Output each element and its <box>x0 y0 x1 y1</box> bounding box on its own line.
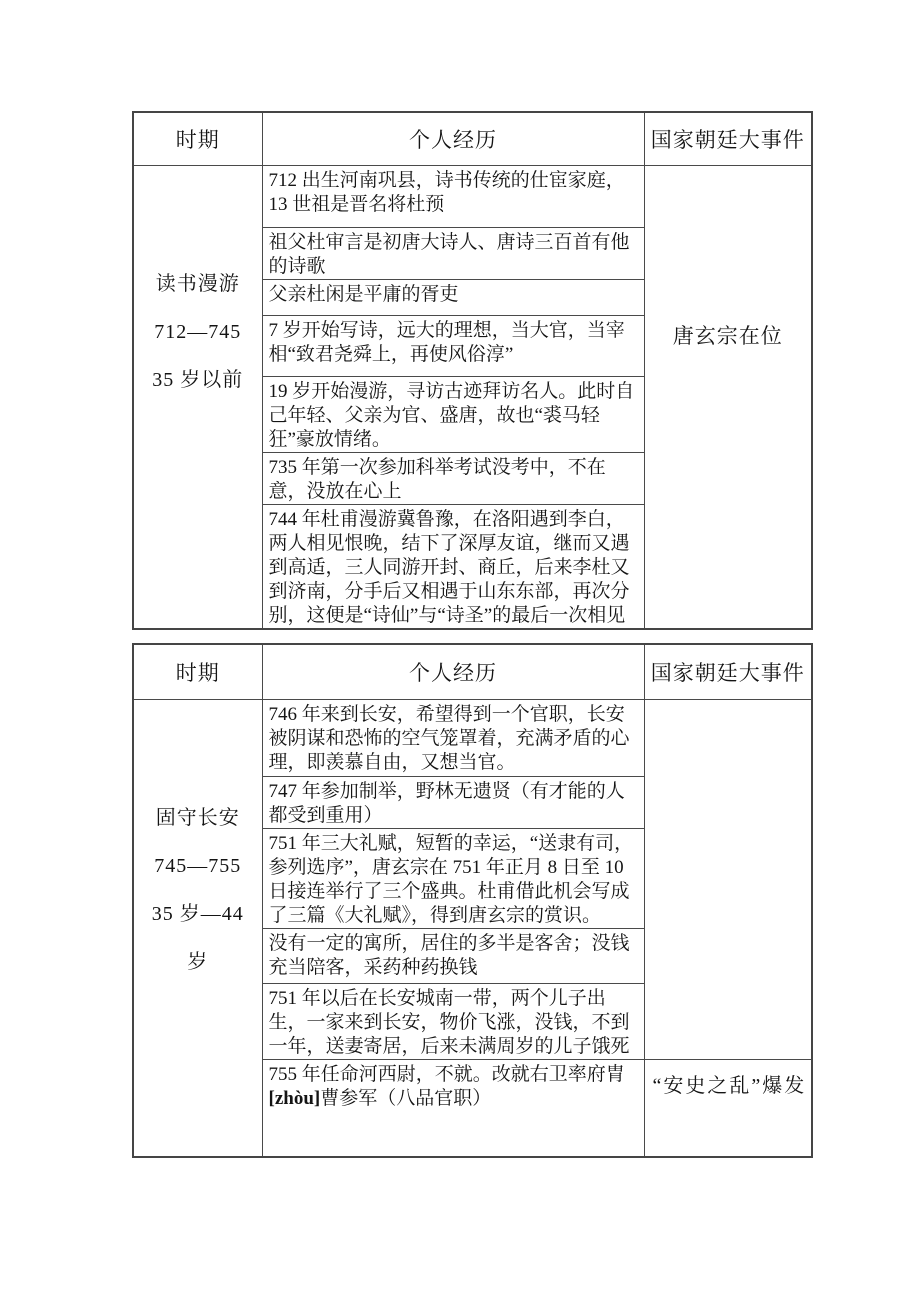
national-event-cell <box>644 1059 812 1157</box>
experience-text-post: 曹参军（八品官职） <box>320 1087 492 1109</box>
experience-cell: 751 年三大礼赋，短暂的幸运，“送隶有司，参列选序”，唐玄宗在 751 年正月 8 日至 10 日接连举行了三个盛典。杜甫借此机会写成了三篇《大礼赋》，得到唐玄宗的赏识。 <box>262 828 644 928</box>
table-row <box>133 165 812 227</box>
period-line: 745—755 <box>154 854 242 877</box>
header-period: 时期 <box>133 644 262 699</box>
experience-cell: 747 年参加制举，野林无遗贤（有才能的人都受到重用） <box>262 776 644 828</box>
period-cell <box>133 165 262 629</box>
period-line: 35 岁—44岁 <box>151 902 244 973</box>
period-stack <box>134 260 262 404</box>
experience-cell: 19 岁开始漫游，寻访古迹拜访名人。此时自己年轻、父亲为官、盛唐，故也“裘马轻狂”豪放情绪。 <box>262 376 644 452</box>
table-header-row <box>133 112 812 165</box>
period-line: 读书漫游 <box>155 272 240 295</box>
experience-text-pinyin: [zhòu] <box>268 1087 321 1109</box>
header-national-events: 国家朝廷大事件 <box>644 112 812 165</box>
experience-cell: 祖父杜审言是初唐大诗人、唐诗三百首有他的诗歌 <box>262 227 644 279</box>
experience-cell: 没有一定的寓所，居住的多半是客舍；没钱充当陪客，采药种药换钱 <box>262 928 644 983</box>
period-line: 35 岁以前 <box>152 368 244 391</box>
biography-table-1 <box>132 111 813 630</box>
experience-cell: 744 年杜甫漫游冀鲁豫，在洛阳遇到李白，两人相见恨晚，结下了深厚友谊，继而又遇到高适，三人同游开封、商丘，后来李杜又到济南，分手后又相遇于山东东部，再次分别，这便是“诗仙”与“诗圣”的最后一次相见 <box>262 504 644 629</box>
national-event-text: “安史之乱”爆发 <box>652 1074 807 1097</box>
period-line: 固守长安 <box>155 806 240 829</box>
experience-cell: 751 年以后在长安城南一带，两个儿子出生，一家来到长安，物价飞涨，没钱，不到一年，送妻寄居，后来未满周岁的儿子饿死 <box>262 983 644 1059</box>
national-event-cell <box>644 165 812 629</box>
period-cell <box>133 699 262 1157</box>
national-event-text: 唐玄宗在位 <box>672 323 783 348</box>
experience-cell: 735 年第一次参加科举考试没考中，不在意，没放在心上 <box>262 452 644 504</box>
header-personal-experience: 个人经历 <box>262 112 644 165</box>
experience-cell <box>262 1059 644 1157</box>
national-event-cell-empty <box>644 699 812 1059</box>
experience-cell: 父亲杜闲是平庸的胥吏 <box>262 279 644 315</box>
period-stack <box>134 794 262 986</box>
period-line: 712—745 <box>154 320 242 343</box>
header-period: 时期 <box>133 112 262 165</box>
experience-cell: 746 年来到长安，希望得到一个官职，长安被阴谋和恐怖的空气笼罩着，充满矛盾的心理，即羡慕自由，又想当官。 <box>262 699 644 776</box>
table-row <box>133 699 812 776</box>
experience-cell: 712 出生河南巩县，诗书传统的仕宦家庭，13 世祖是晋名将杜预 <box>262 165 644 227</box>
table-header-row <box>133 644 812 699</box>
experience-cell: 7 岁开始写诗，远大的理想，当大官，当宰相“致君尧舜上，再使风俗淳” <box>262 315 644 376</box>
header-personal-experience: 个人经历 <box>262 644 644 699</box>
header-national-events: 国家朝廷大事件 <box>644 644 812 699</box>
experience-text-pre: 755 年任命河西尉，不就。改就右卫率府胄 <box>268 1063 625 1085</box>
biography-table-2 <box>132 643 813 1158</box>
